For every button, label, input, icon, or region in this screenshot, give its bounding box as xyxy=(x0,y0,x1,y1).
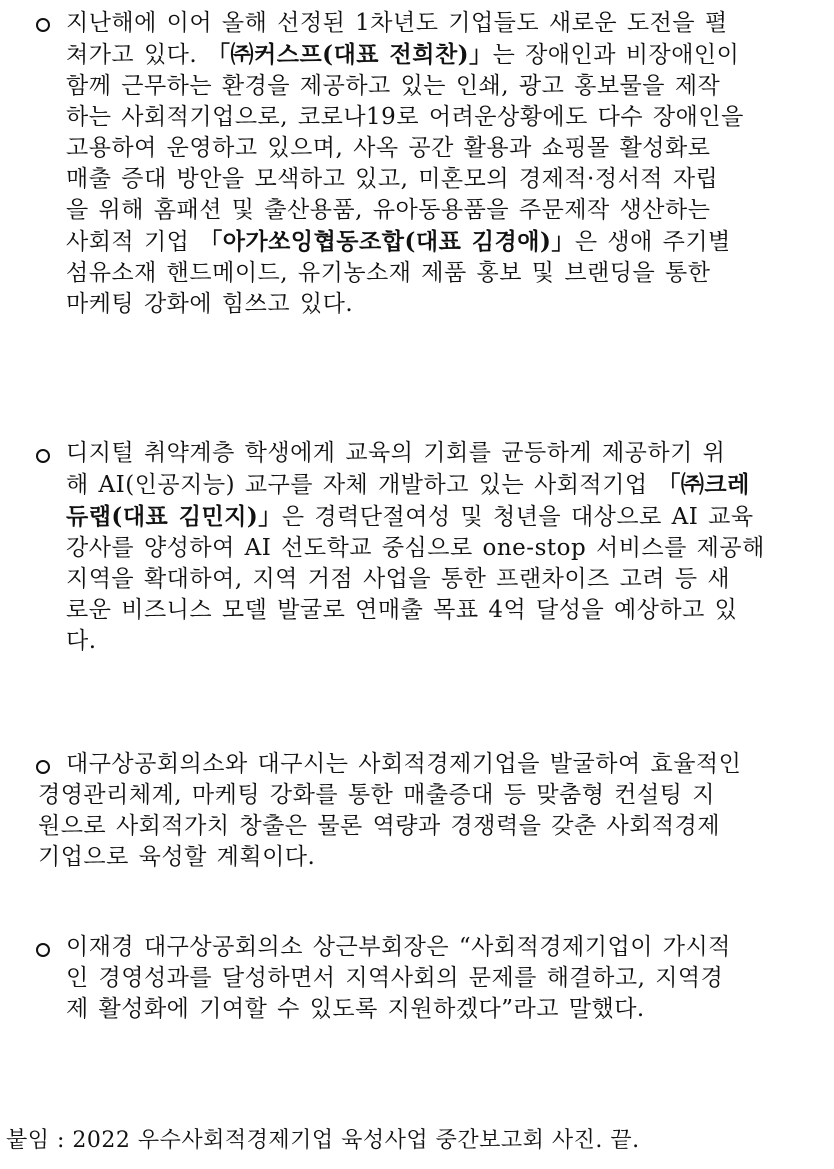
text-segment: 경영관리체계, 마케팅 강화를 통한 매출증대 등 맞춤형 컨설팅 지 xyxy=(38,782,715,808)
text-segment: 대구상공회의소와 대구시는 사회적경제기업을 발굴하여 효율적인 xyxy=(66,751,742,777)
text-segment: 함께 근무하는 환경을 제공하고 있는 인쇄, 광고 홍보물을 제작 xyxy=(66,73,721,99)
text-line xyxy=(38,780,818,811)
text-line xyxy=(66,749,818,780)
text-line xyxy=(66,469,818,501)
company-name: 「㈜커스프(대표 전희찬)」 xyxy=(207,41,493,68)
paragraph-3 xyxy=(38,749,818,873)
text-segment: 은 경력단절여성 및 청년을 대상으로 AI 교육 xyxy=(281,504,754,530)
text-line xyxy=(66,133,818,164)
text-segment: 은 생애 주기별 xyxy=(574,229,731,255)
text-line xyxy=(66,994,818,1025)
text-segment: 섬유소재 핸드메이드, 유기농소재 제품 홍보 및 브랜딩을 통한 xyxy=(66,260,711,286)
text-line xyxy=(66,289,818,320)
text-line xyxy=(66,533,818,564)
text-segment: 고용하여 운영하고 있으며, 사옥 공간 활용과 쇼핑몰 활성화로 xyxy=(66,135,711,161)
text-line xyxy=(66,564,818,595)
text-segment: 원으로 사회적가치 창출은 물론 역량과 경쟁력을 갖춘 사회적경제 xyxy=(38,813,721,839)
text-segment: 다. xyxy=(66,628,97,654)
text-line xyxy=(66,595,818,626)
text-line xyxy=(38,811,818,842)
paragraph-4 xyxy=(66,932,818,1025)
circle-bullet-icon xyxy=(36,943,50,957)
text-line xyxy=(66,501,818,533)
text-segment: 매출 증대 방안을 모색하고 있고, 미혼모의 경제적·정서적 자립 xyxy=(66,166,719,192)
paragraph-2 xyxy=(66,438,818,657)
text-segment: 디지털 취약계층 학생에게 교육의 기회를 균등하게 제공하기 위 xyxy=(66,440,726,466)
text-segment: 기업으로 육성할 계획이다. xyxy=(38,844,316,870)
text-segment: 마케팅 강화에 힘쓰고 있다. xyxy=(66,291,354,317)
text-segment: 쳐가고 있다. xyxy=(66,42,208,68)
text-line xyxy=(66,438,818,469)
text-segment: 는 장애인과 비장애인이 xyxy=(492,42,740,68)
text-line xyxy=(66,71,818,102)
text-segment: 을 위해 홈패션 및 출산용품, 유아동용품을 주문제작 생산하는 xyxy=(66,197,711,223)
text-segment: 강사를 양성하여 AI 선도학교 중심으로 one-stop 서비스를 제공해 xyxy=(66,535,765,561)
text-segment: 하는 사회적기업으로, 코로나19로 어려운상황에도 다수 장애인을 xyxy=(66,104,744,130)
text-line xyxy=(66,39,818,71)
company-name: 「㈜크레 xyxy=(657,471,750,498)
text-line xyxy=(66,164,818,195)
company-name: 「아가쏘잉협동조합(대표 김경애)」 xyxy=(199,228,575,255)
text-line xyxy=(66,963,818,994)
text-line xyxy=(66,626,818,657)
circle-bullet-icon xyxy=(36,18,50,32)
text-segment: 인 경영성과를 달성하면서 지역사회의 문제를 해결하고, 지역경 xyxy=(66,965,724,991)
text-line xyxy=(38,842,818,873)
text-segment: 사회적 기업 xyxy=(66,229,200,255)
text-segment: 로운 비즈니스 모델 발굴로 연매출 목표 4억 달성을 예상하고 있 xyxy=(66,597,738,623)
circle-bullet-icon xyxy=(36,449,50,463)
text-line xyxy=(66,195,818,226)
attachment-footer: 붙임 : 2022 우수사회적경제기업 육성사업 중간보고회 사진. 끝. xyxy=(6,1128,640,1153)
text-line xyxy=(66,226,818,258)
text-segment: 지역을 확대하여, 지역 거점 사업을 통한 프랜차이즈 고려 등 새 xyxy=(66,566,731,592)
text-line xyxy=(66,8,818,39)
text-line xyxy=(66,932,818,963)
text-segment: 이재경 대구상공회의소 상근부회장은 “사회적경제기업이 가시적 xyxy=(66,934,731,960)
circle-bullet-icon xyxy=(36,760,50,774)
text-segment: 지난해에 이어 올해 선정된 1차년도 기업들도 새로운 도전을 펼 xyxy=(66,10,728,36)
text-line xyxy=(66,102,818,133)
text-line xyxy=(66,258,818,289)
paragraph-1 xyxy=(66,8,818,320)
text-segment: 해 AI(인공지능) 교구를 자체 개발하고 있는 사회적기업 xyxy=(66,472,658,498)
company-name: 듀랩(대표 김민지)」 xyxy=(66,503,282,530)
text-segment: 제 활성화에 기여할 수 있도록 지원하겠다”라고 말했다. xyxy=(66,996,645,1022)
